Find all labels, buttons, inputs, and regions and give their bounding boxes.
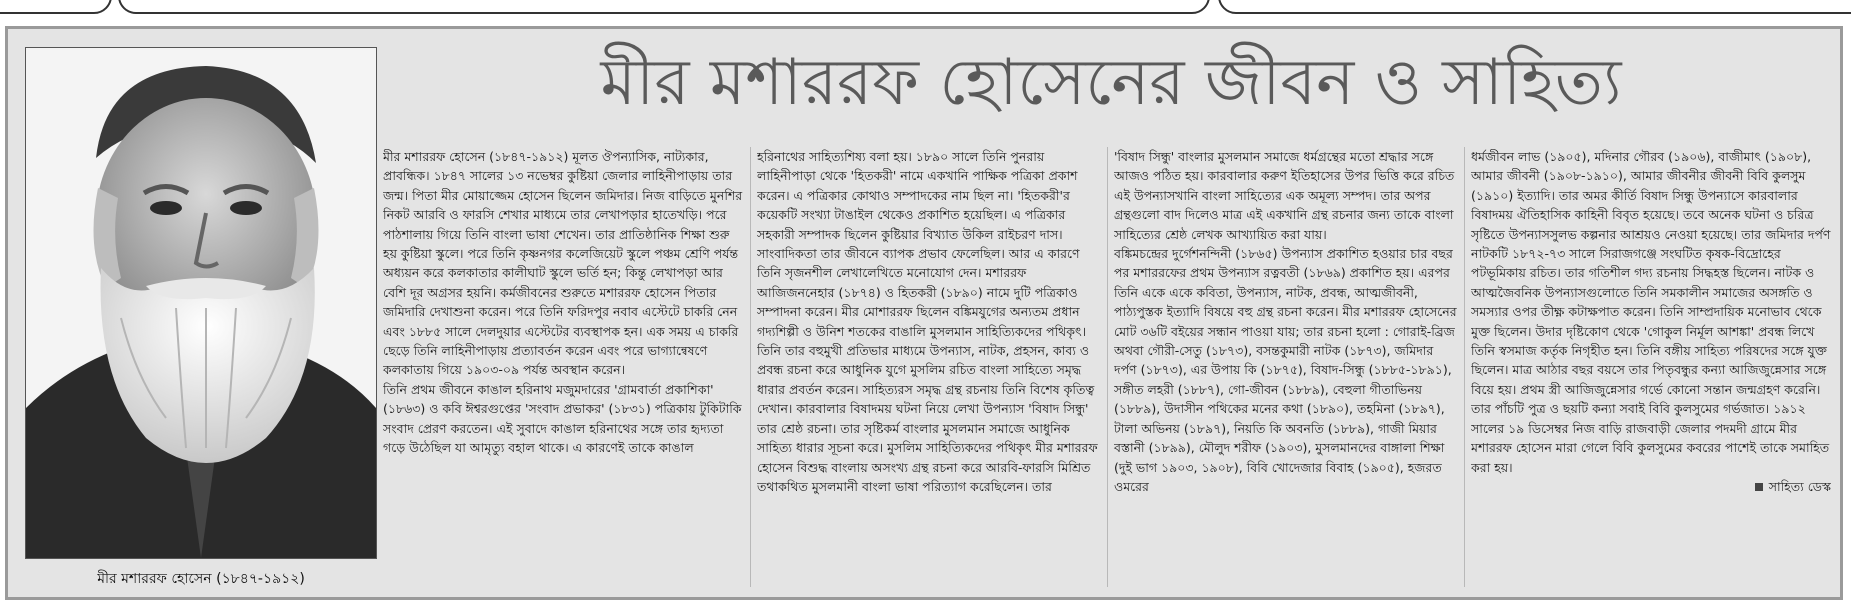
column-divider <box>1107 147 1108 587</box>
article-column-2 <box>757 147 1100 587</box>
portrait-caption: মীর মশাররফ হোসেন (১৮৪৭-১৯১২) <box>97 571 305 587</box>
column-1-paragraph-2: তিনি প্রথম জীবনে কাঙাল হরিনাথ মজুমদারের 'গ্রামবার্তা প্রকাশিকা' (১৮৬৩) ও কবি ঈশ্বরগুপ্তের 'সংবাদ প্রভাকর' (১৮৩১) পত্রিকায় টুকিটাকি সংবাদ প্রেরণ করতেন। এই সুবাদে কাঙাল হরিনাথের সঙ্গে তার হৃদ্যতা গড়ে উঠেছিল যা আমৃত্যু বহাল থাকে। এ কারণেই তাকে কাঙাল <box>383 381 742 456</box>
top-box-right <box>1218 0 1851 14</box>
top-border-strip <box>0 0 1851 14</box>
article-column-3 <box>1114 147 1457 587</box>
article-frame <box>5 26 1843 600</box>
portrait-illustration <box>26 48 376 558</box>
article-column-1 <box>383 147 744 587</box>
article-column-4 <box>1471 147 1831 587</box>
column-divider <box>1464 147 1465 587</box>
article-headline: মীর মশাররফ হোসেনের জীবন ও সাহিত্য <box>600 46 1622 120</box>
byline-text: সাহিত্য ডেস্ক <box>1768 478 1831 494</box>
column-2-paragraph-1: হরিনাথের সাহিত্যশিষ্য বলা হয়। ১৮৯০ সালে তিনি পুনরায় লাহিনীপাড়া থেকে 'হিতকরী' নামে একখানি পাক্ষিক পত্রিকা প্রকাশ করেন। এ পত্রিকার কোথাও সম্পাদকের নাম ছিল না। 'হিতকরী'র কয়েকটি সংখ্যা টাঙাইল থেকেও প্রকাশিত হয়েছিল। এ পত্রিকার সহকারী সম্পাদক ছিলেন কুষ্টিয়ার বিখ্যাত উকিল রাইচরণ দাস। সাংবাদিকতা তার জীবনে ব্যাপক প্রভাব ফেলেছিল। আর এ কারণে তিনি সৃজনশীল লেখালেখিতে মনোযোগ দেন। মশাররফ আজিজননেহার (১৮৭৪) ও হিতকরী (১৮৯০) নামে দুটি পত্রিকাও সম্পাদনা করেন। মীর মোশাররফ ছিলেন বঙ্কিমযুগের অন্যতম প্রধান গদ্যশিল্পী ও উনিশ শতকের বাঙালি মুসলমান সাহিত্যিকদের পথিকৃৎ। তিনি তার বহুমুখী প্রতিভার মাধ্যমে উপন্যাস, নাটক, প্রহসন, কাব্য ও প্রবন্ধ রচনা করে আধুনিক যুগে মুসলিম রচিত বাংলা সাহিত্যে সমৃদ্ধ ধারার প্রবর্তন করেন। সাহিত্যরস সমৃদ্ধ গ্রন্থ রচনায় তিনি বিশেষ কৃতিত্ব দেখান। কারবালার বিষাদময় ঘটনা নিয়ে লেখা উপন্যাস 'বিষাদ সিন্ধু' তার শ্রেষ্ঠ রচনা। তার সৃষ্টিকর্ম বাংলার মুসলমান সমাজে আধুনিক সাহিত্য ধারার সূচনা করে। মুসলিম সাহিত্যিকদের পথিকৃৎ মীর মশাররফ হোসেন বিশুদ্ধ বাংলায় অসংখ্য গ্রন্থ রচনা করে আরবি-ফারসি মিশ্রিত তথাকথিত মুসলমানী বাংলা ভাষা পরিত্যাগ করেছিলেন। তার <box>757 149 1098 494</box>
top-box-middle <box>118 0 1210 14</box>
portrait-photo <box>25 47 377 559</box>
column-3-paragraph-1: 'বিষাদ সিন্ধু' বাংলার মুসলমান সমাজে ধর্মগ্রন্থের মতো শ্রদ্ধার সঙ্গে আজও পঠিত হয়। কারবালার করুণ ইতিহাসের উপর ভিত্তি করে রচিত এই উপন্যাসখানি বাংলা সাহিত্যের এক অমূল্য সম্পদ। তার অপর গ্রন্থগুলো বাদ দিলেও মাত্র এই একখানি গ্রন্থ রচনার জন্য তাকে বাংলা সাহিত্যের শ্রেষ্ঠ লেখক আখ্যায়িত করা যায়। <box>1114 149 1455 242</box>
column-divider <box>750 147 751 587</box>
column-3-paragraph-2: বঙ্কিমচন্দ্রের দুর্গেশনন্দিনী (১৮৬৫) উপন্যাস প্রকাশিত হওয়ার চার বছর পর মশাররফের প্রথম উপন্যাস রত্নবতী (১৮৬৯) প্রকাশিত হয়। এরপর তিনি একে একে কবিতা, উপন্যাস, নাটক, প্রবন্ধ, আত্মজীবনী, পাঠ্যপুস্তক ইত্যাদি বিষয়ে বহু গ্রন্থ রচনা করেন। মীর মশাররফ হোসেনের মোট ৩৬টি বইয়ের সন্ধান পাওয়া যায়; তার রচনা হলো : গোরাই-ব্রিজ অথবা গৌরী-সেতু (১৮৭৩), বসন্তকুমারী নাটক (১৮৭৩), জমিদার দর্পণ (১৮৭৩), এর উপায় কি (১৮৭৫), বিষাদ-সিন্ধু (১৮৮৫-১৮৯১), সঙ্গীত লহরী (১৮৮৭), গো-জীবন (১৮৮৯), বেহুলা গীতাভিনয় (১৮৮৯), উদাসীন পথিকের মনের কথা (১৮৯০), তহমিনা (১৮৯৭), টালা অভিনয় (১৮৯৭), নিয়তি কি অবনতি (১৮৮৯), গাজী মিয়ার বস্তানী (১৮৯৯), মৌলুদ শরীফ (১৯০৩), মুসলমানদের বাঙ্গালা শিক্ষা (দুই ভাগ ১৯০৩, ১৯০৮), বিবি খোদেজার বিবাহ (১৯০৫), হজরত ওমরের <box>1114 246 1457 494</box>
column-4-paragraph-1: ধর্মজীবন লাভ (১৯০৫), মদিনার গৌরব (১৯০৬), বাজীমাৎ (১৯০৮), আমার জীবনী (১৯০৮-১৯১০), আমার জীবনীর জীবনী বিবি কুলসুম (১৯১০) ইত্যাদি। তার অমর কীর্তি বিষাদ সিন্ধু উপন্যাসে কারবালার বিষাদময় ঐতিহাসিক কাহিনী বিবৃত হয়েছে। তবে অনেক ঘটনা ও চরিত্র সৃষ্টিতে উপন্যাসসুলভ কল্পনার আশ্রয়ও নেওয়া হয়েছে। তার জমিদার দর্পণ নাটকটি ১৮৭২-৭৩ সালে সিরাজগঞ্জে সংঘটিত কৃষক-বিদ্রোহের পটভূমিকায় রচিত। তার গতিশীল গদ্য রচনায় সিদ্ধহস্ত ছিলেন। নাটক ও আত্মজৈবনিক উপন্যাসগুলোতে তিনি সমকালীন সমাজের অসঙ্গতি ও সমস্যার ওপর তীক্ষ্ণ কটাক্ষপাত করেন। তিনি সাম্প্রদায়িক মনোভাব থেকে মুক্ত ছিলেন। উদার দৃষ্টিকোণ থেকে 'গোকুল নির্মূল আশঙ্কা' প্রবন্ধ লিখে তিনি স্বসমাজ কর্তৃক নিগৃহীত হন। তিনি বঙ্গীয় সাহিত্য পরিষদের সঙ্গে যুক্ত ছিলেন। মাত্র আঠার বছর বয়সে তার পিতৃবন্ধুর কন্যা আজিজুন্নেসার সঙ্গে বিয়ে হয়। প্রথম স্ত্রী আজিজুন্নেসার গর্ভে কোনো সন্তান জন্মগ্রহণ করেনি। তার পাঁচটি পুত্র ও ছয়টি কন্যা সবাই বিবি কুলসুমের গর্ভজাত। ১৯১২ সালের ১৯ ডিসেম্বর নিজ বাড়ি রাজবাড়ী জেলার পদমদী গ্রামে মীর মশাররফ হোসেন মারা গেলে বিবি কুলসুমের কবরের পাশেই তাকে সমাহিত করা হয়। <box>1471 149 1831 475</box>
column-1-paragraph-1: মীর মশাররফ হোসেন (১৮৪৭-১৯১২) মূলত ঔপন্যাসিক, নাট্যকার, প্রাবন্ধিক। ১৮৪৭ সালের ১৩ নভেম্বর কুষ্টিয়া জেলার লাহিনীপাড়ায় তার জন্ম। পিতা মীর মোয়াজ্জেম হোসেন ছিলেন জমিদার। নিজ বাড়িতে মুনশির নিকট আরবি ও ফারসি শেখার মাধ্যমে তার লেখাপড়ার হাতেখড়ি। পরে পাঠশালায় গিয়ে তিনি বাংলা ভাষা শেখেন। তার প্রাতিষ্ঠানিক শিক্ষা শুরু হয় কুষ্টিয়া স্কুলে। পরে তিনি কৃষ্ণনগর কলেজিয়েট স্কুলে পঞ্চম শ্রেণি পর্যন্ত অধ্যয়ন করে কলকাতার কালীঘাট স্কুলে ভর্তি হন; কিন্তু লেখাপড়া আর বেশি দূর অগ্রসর হয়নি। কর্মজীবনের শুরুতে মশাররফ হোসেন পিতার জমিদারি দেখাশুনা করেন। পরে তিনি ফরিদপুর নবাব এস্টেটে চাকরি নেন এবং ১৮৮৫ সালে দেলদুয়ার এস্টেটের ব্যবস্থাপক হন। এক সময় এ চাকরি ছেড়ে তিনি লাহিনীপাড়ায় প্রত্যাবর্তন করেন এবং পরে ভাগ্যান্বেষণে কলকাতায় গিয়ে ১৯০৩-০৯ পর্যন্ত অবস্থান করেন। <box>383 149 743 378</box>
square-bullet-icon <box>1755 483 1763 491</box>
byline <box>1471 477 1831 496</box>
top-box-left <box>0 0 112 14</box>
portrait-figure <box>25 47 377 587</box>
